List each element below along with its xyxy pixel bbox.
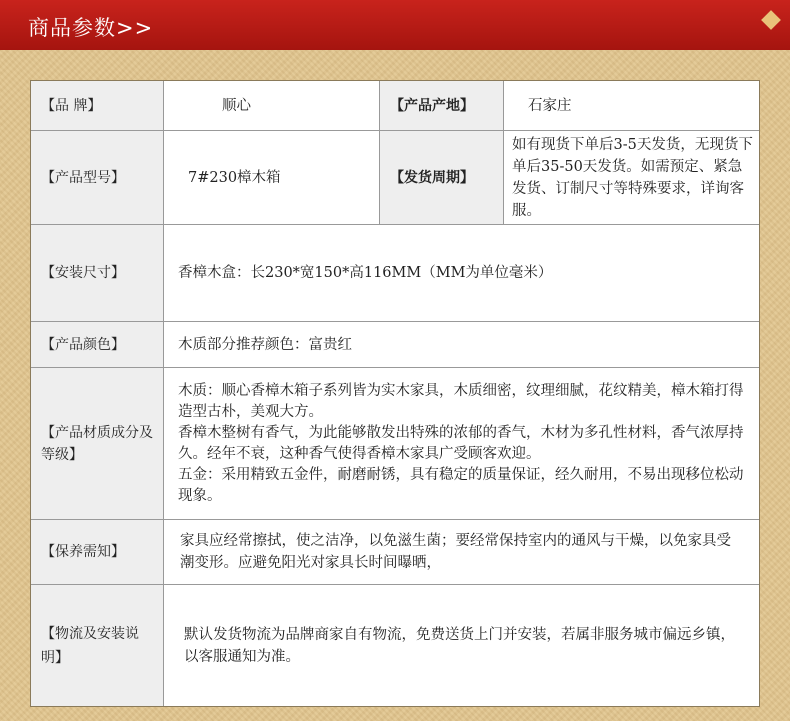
care-value: 家具应经常擦拭，使之洁净，以免滋生菌；要经常保持室内的通风与干燥，以免家具受潮变形。应避免阳光对家具长时间曝晒， [180, 533, 731, 571]
logistics-label: 【物流及安装说明】 [31, 585, 164, 706]
origin-value: 石家庄 [528, 97, 572, 114]
color-value: 木质部分推荐颜色：富贵红 [178, 336, 352, 353]
color-label: 【产品颜色】 [31, 322, 164, 367]
diamond-icon [761, 10, 781, 30]
parameter-table [30, 80, 760, 707]
logistics-value: 默认发货物流为品牌商家自有物流，免费送货上门并安装，若属非服务城市偏远乡镇，以客服通知为准。 [184, 626, 735, 665]
ship-label: 【发货周期】 [379, 131, 504, 224]
brand-label: 【品 牌】 [31, 81, 164, 130]
ship-value: 如有现货下单后3-5天发货，无现货下单后35-50天发货。如需预定、紧急发货、订制尺寸等特殊要求，详询客服。 [512, 136, 753, 219]
size-label: 【安装尺寸】 [31, 225, 164, 321]
section-header [0, 0, 790, 50]
model-value: 7#230樟木箱 [188, 169, 281, 186]
model-label: 【产品型号】 [31, 131, 164, 224]
size-value: 香樟木盒：长230*宽150*高116MM（MM为单位毫米） [178, 265, 553, 281]
section-title: 商品参数>> [28, 16, 154, 40]
care-label: 【保养需知】 [31, 520, 164, 584]
brand-value: 顺心 [222, 97, 251, 114]
material-label: 【产品材质成分及等级】 [31, 368, 164, 519]
material-value: 木质：顺心香樟木箱子系列皆为实木家具，木质细密，纹理细腻，花纹精美，樟木箱打得造型古朴，美观大方。 香樟木整树有香气，为此能够散发出特殊的浓郁的香气，木材为多孔性材料，香气浓厚持久。经年不衰，这种香气使得香樟木家具广受顾客欢迎。 五金：采用精致五金件，耐磨耐锈，具有稳定的质量保证，经久耐用，不易出现移位松动现象。 [178, 382, 744, 504]
origin-label: 【产品产地】 [379, 81, 504, 130]
